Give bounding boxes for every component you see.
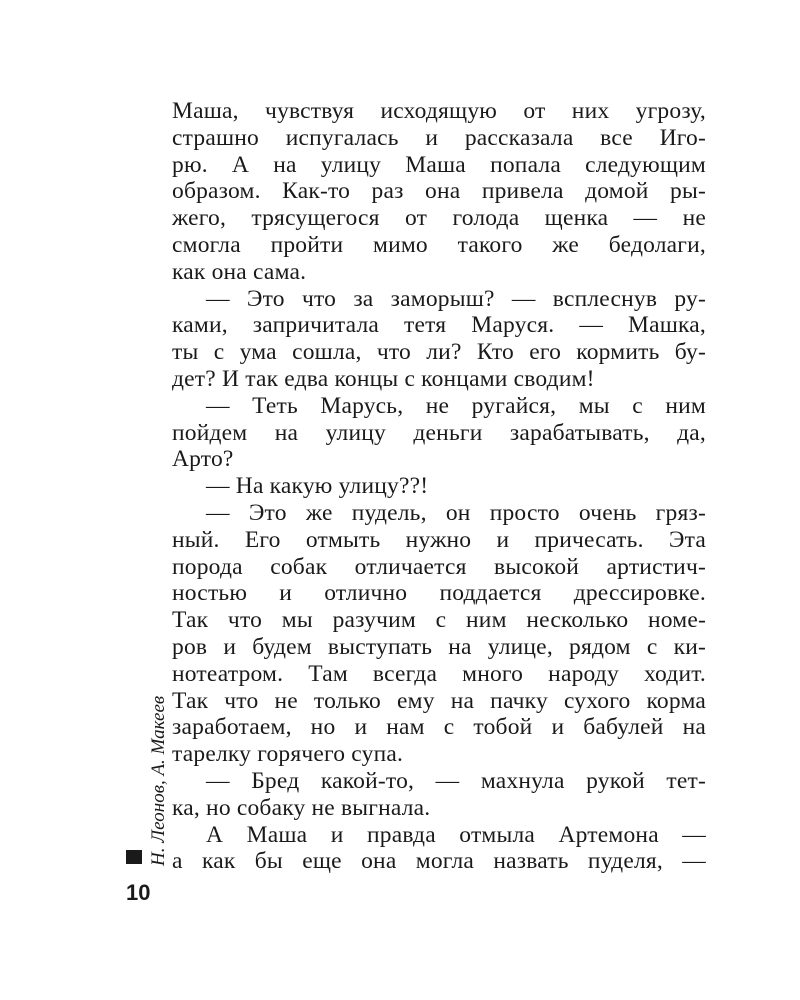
text-line: — Бред какой-то, — махнула рукой тет- xyxy=(206,767,706,794)
text-line: ками, запричитала тетя Маруся. — Машка, xyxy=(172,312,706,339)
body-text xyxy=(172,98,706,875)
text-line: — Это что за заморыш? — всплеснув ру- xyxy=(206,285,706,312)
text-line: ты с ума сошла, что ли? Кто его кормить бу- xyxy=(172,339,706,366)
text-line: жего, трясущегося от голода щенка — не xyxy=(172,205,706,232)
text-line: рю. А на улицу Маша попала следующим xyxy=(172,151,706,178)
running-head-authors: Н. Леонов, А. Макеев xyxy=(148,695,169,866)
text-line: порода собак отличается высокой артистич- xyxy=(172,553,706,580)
text-line: Так что мы разучим с ним несколько номе- xyxy=(172,607,706,634)
text-line: страшно испугалась и рассказала все Иго- xyxy=(172,124,706,151)
page-number: 10 xyxy=(126,880,151,905)
text-line: ностью и отлично поддается дрессировке. xyxy=(172,580,706,607)
square-marker-icon xyxy=(126,850,142,864)
text-line: Арто? xyxy=(172,446,234,473)
text-line: ка, но собаку не выгнала. xyxy=(172,794,431,821)
text-line: ров и будем выступать на улице, рядом с ки- xyxy=(172,633,706,660)
text-line: тарелку горячего супа. xyxy=(172,741,404,768)
text-line: — На какую улицу??! xyxy=(206,473,429,500)
text-line: заработаем, но и нам с тобой и бабулей на xyxy=(172,714,706,741)
text-line: — Это же пудель, он просто очень гряз- xyxy=(206,499,706,526)
text-line: смогла пройти мимо такого же бедолаги, xyxy=(172,231,706,258)
text-line: дет? И так едва концы с концами сводим! xyxy=(172,365,595,392)
text-line: А Маша и правда отмыла Артемона — xyxy=(206,821,706,848)
text-line: а как бы еще она могла назвать пуделя, — xyxy=(172,848,706,875)
text-line: Так что не только ему на пачку сухого корма xyxy=(172,687,706,714)
text-line: как она сама. xyxy=(172,258,307,285)
text-line: ный. Его отмыть нужно и причесать. Эта xyxy=(172,526,706,553)
text-line: нотеатром. Там всегда много народу ходит. xyxy=(172,660,706,687)
text-line: образом. Как-то раз она привела домой ры- xyxy=(172,178,706,205)
text-line: Маша, чувствуя исходящую от них угрозу, xyxy=(172,98,706,124)
text-line: — Теть Марусь, не ругайся, мы с ним xyxy=(206,392,706,419)
text-line: пойдем на улицу деньги зарабатывать, да, xyxy=(172,419,706,446)
